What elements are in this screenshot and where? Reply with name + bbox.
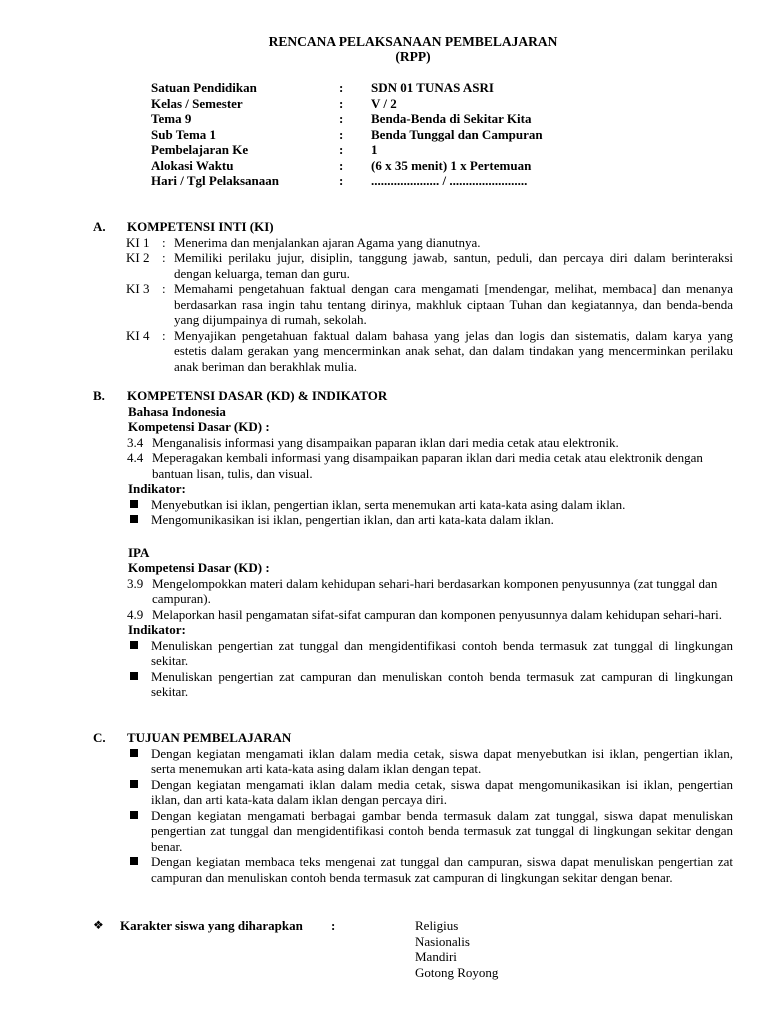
identity-row xyxy=(151,96,621,112)
identity-colon: : xyxy=(339,111,344,126)
section-title: KOMPETENSI DASAR (KD) & INDIKATOR xyxy=(127,388,388,403)
kd-number: 4.4 xyxy=(127,450,144,465)
identity-label: Satuan Pendidikan xyxy=(151,80,257,95)
kd-item xyxy=(93,576,733,607)
ki-text: Menerima dan menjalankan ajaran Agama yang dianutnya. xyxy=(174,234,481,250)
identity-table xyxy=(151,80,621,189)
indikator-text: Menyebutkan isi iklan, pengertian iklan, serta menemukan arti kata-kata asing dalam iklan. xyxy=(151,496,626,512)
square-bullet-icon xyxy=(130,500,138,508)
section-heading xyxy=(93,730,733,746)
tujuan-text: Dengan kegiatan mengamati berbagai gambar benda termasuk dalam zat tunggal, siswa dapat menuliskan pengertian zat tunggal dan mengidentifikasi contoh benda termasuk zat tunggal di lingkungan sekitar dengan benar. xyxy=(151,807,733,854)
karakter-value: Mandiri xyxy=(415,949,457,964)
ki-text: Menyajikan pengetahuan faktual dalam bahasa yang jelas dan logis dan sistematis, dalam karya yang estetis dalam gerakan yang mencerminkan anak sehat, dan dalam tindakan yang mencerminkan perilaku anak beriman dan berakhlak mulia. xyxy=(174,327,733,374)
ki-text: Memahami pengetahuan faktual dengan cara mengamati [mendengar, melihat, membaca] dan menanya berdasarkan rasa ingin tahu tentang dirinya, makhluk ciptaan Tuhan dan kegiatannya, dan benda-benda yang dijumpainya di rumah, sekolah. xyxy=(174,281,733,327)
section-title: KOMPETENSI INTI (KI) xyxy=(127,219,274,234)
ki-code: KI 3 xyxy=(126,281,150,296)
identity-value: 1 xyxy=(371,142,378,157)
tujuan-item xyxy=(93,808,733,855)
indikator-item xyxy=(93,669,733,700)
identity-label: Tema 9 xyxy=(151,111,192,126)
identity-row xyxy=(151,111,621,127)
ki-text: Memiliki perilaku jujur, disiplin, tanggung jawab, santun, peduli, dan percaya diri dalam berinteraksi dengan keluarga, teman dan guru. xyxy=(174,250,733,281)
tujuan-text: Dengan kegiatan membaca teks mengenai zat tunggal dan campuran, siswa dapat menuliskan pengertian zat campuran dan menuliskan contoh benda termasuk zat campuran di lingkungan sekitar dengan benar. xyxy=(151,854,733,885)
karakter-value: Gotong Royong xyxy=(415,964,499,980)
identity-label: Pembelajaran Ke xyxy=(151,142,249,157)
square-bullet-icon xyxy=(130,857,138,865)
kd-item xyxy=(93,450,733,481)
tujuan-text: Dengan kegiatan mengamati iklan dalam media cetak, siswa dapat menyebutkan isi iklan, pengertian iklan, serta menemukan arti kata-kata asing dalam iklan dengan tepat. xyxy=(151,745,733,776)
document-title: RENCANA PELAKSANAAN PEMBELAJARAN xyxy=(268,34,558,49)
ki-item xyxy=(93,281,733,328)
section-tujuan-pembelajaran xyxy=(93,730,733,885)
indikator-text: Menuliskan pengertian zat tunggal dan mengidentifikasi contoh benda termasuk zat tunggal di lingkungan sekitar. xyxy=(151,637,733,668)
square-bullet-icon xyxy=(130,749,138,757)
tujuan-item xyxy=(93,854,733,885)
square-bullet-icon xyxy=(130,811,138,819)
document-subtitle: (RPP) xyxy=(395,49,431,64)
kd-item xyxy=(93,435,733,451)
section-letter: A. xyxy=(93,219,106,234)
identity-colon: : xyxy=(339,142,344,157)
square-bullet-icon xyxy=(130,780,138,788)
indikator-item xyxy=(93,497,733,513)
kd-text: Meperagakan kembali informasi yang disampaikan paparan iklan dari media cetak atau elektronik dengan bantuan lisan, tulis, dan visual. xyxy=(152,450,703,481)
identity-value: SDN 01 TUNAS ASRI xyxy=(371,80,494,95)
section-kompetensi-inti xyxy=(93,219,733,374)
ki-colon: : xyxy=(162,234,166,250)
identity-label: Sub Tema 1 xyxy=(151,126,217,142)
identity-colon: : xyxy=(339,173,344,188)
kd-label: Kompetensi Dasar (KD) : xyxy=(128,419,270,434)
indikator-item xyxy=(93,638,733,669)
identity-label: Kelas / Semester xyxy=(151,95,243,111)
ki-code: KI 1 xyxy=(126,234,150,250)
identity-value: V / 2 xyxy=(371,95,397,111)
kd-number: 4.9 xyxy=(127,606,144,622)
tujuan-item xyxy=(93,777,733,808)
identity-colon: : xyxy=(339,157,344,173)
ki-item xyxy=(93,328,733,375)
ki-colon: : xyxy=(162,250,166,265)
section-heading xyxy=(93,219,733,235)
section-letter: C. xyxy=(93,730,106,745)
identity-value: Benda Tunggal dan Campuran xyxy=(371,126,543,142)
identity-row xyxy=(151,127,621,143)
identity-row xyxy=(151,158,621,174)
identity-colon: : xyxy=(339,80,344,95)
subject-heading: Bahasa Indonesia xyxy=(128,403,226,419)
kd-label: Kompetensi Dasar (KD) : xyxy=(128,560,270,575)
identity-value: ..................... / ........................ xyxy=(371,173,528,188)
ki-colon: : xyxy=(162,327,166,343)
ki-item xyxy=(93,235,733,251)
kd-item xyxy=(93,607,733,623)
square-bullet-icon xyxy=(130,515,138,523)
square-bullet-icon xyxy=(130,641,138,649)
tujuan-text: Dengan kegiatan mengamati iklan dalam media cetak, siswa dapat mengomunikasikan isi iklan, pengertian iklan, dan arti kata-kata dalam iklan dengan percaya diri. xyxy=(151,776,733,807)
identity-row xyxy=(151,80,621,96)
karakter-label: Karakter siswa yang diharapkan xyxy=(120,918,303,933)
tujuan-item xyxy=(93,746,733,777)
identity-label: Alokasi Waktu xyxy=(151,157,234,173)
ki-code: KI 4 xyxy=(126,327,150,343)
karakter-value: Nasionalis xyxy=(415,933,470,949)
karakter-colon: : xyxy=(331,918,336,933)
ki-code: KI 2 xyxy=(126,250,150,265)
indikator-text: Menuliskan pengertian zat campuran dan menuliskan contoh benda termasuk zat campuran di lingkungan sekitar. xyxy=(151,668,733,699)
kd-text: Melaporkan hasil pengamatan sifat-sifat campuran dan komponen penyusunnya dalam kehidupan sehari-hari. xyxy=(152,606,723,622)
kd-text: Menganalisis informasi yang disampaikan paparan iklan dari media cetak atau elektronik. xyxy=(152,434,619,450)
karakter-value: Religius xyxy=(415,918,459,933)
indikator-item xyxy=(93,512,733,528)
identity-colon: : xyxy=(339,95,344,111)
section-title: TUJUAN PEMBELAJARAN xyxy=(127,730,292,745)
identity-label: Hari / Tgl Pelaksanaan xyxy=(151,173,279,188)
indikator-label: Indikator: xyxy=(128,481,186,496)
section-heading xyxy=(93,388,733,404)
ki-item xyxy=(93,250,733,281)
identity-colon: : xyxy=(339,126,344,142)
ki-colon: : xyxy=(162,281,166,296)
identity-row xyxy=(151,173,621,189)
identity-value: Benda-Benda di Sekitar Kita xyxy=(371,111,532,126)
identity-value: (6 x 35 menit) 1 x Pertemuan xyxy=(371,157,532,173)
kd-text: Mengelompokkan materi dalam kehidupan sehari-hari berdasarkan komponen penyusunnya (zat tunggal dan campuran). xyxy=(152,575,718,606)
diamond-bullet-icon: ❖ xyxy=(93,918,104,932)
subject-heading: IPA xyxy=(128,544,150,560)
square-bullet-icon xyxy=(130,672,138,680)
section-kompetensi-dasar xyxy=(93,388,733,700)
identity-row xyxy=(151,142,621,158)
indikator-text: Mengomunikasikan isi iklan, pengertian iklan, dan arti kata-kata dalam iklan. xyxy=(151,512,554,527)
kd-number: 3.4 xyxy=(127,434,144,450)
indikator-label: Indikator: xyxy=(128,622,186,637)
kd-number: 3.9 xyxy=(127,575,144,591)
section-letter: B. xyxy=(93,388,105,403)
karakter-values xyxy=(415,918,498,980)
